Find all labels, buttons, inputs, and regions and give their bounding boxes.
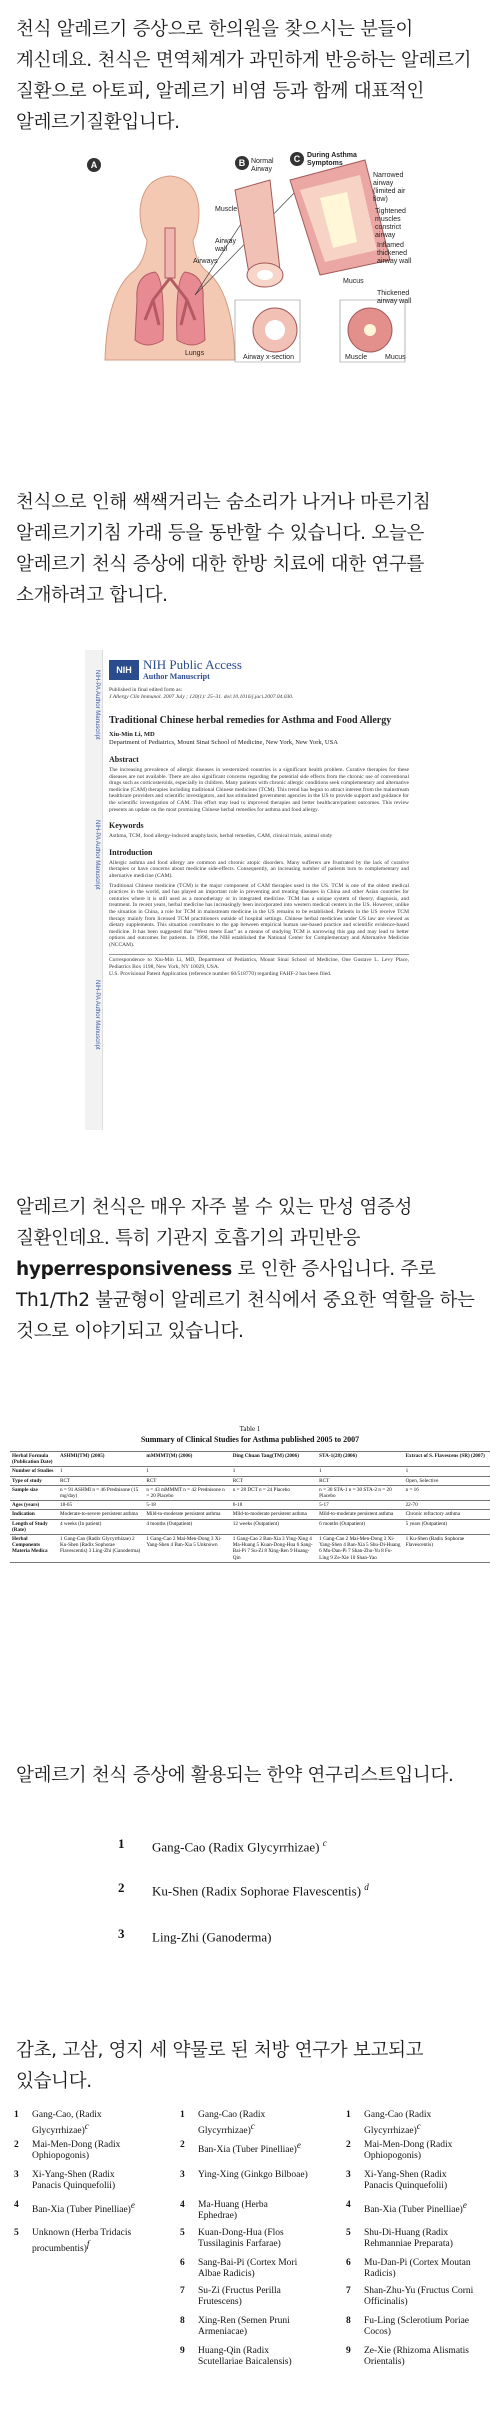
herb-footnote: c <box>250 2121 255 2131</box>
herb-number: 2 <box>346 2140 351 2150</box>
panel-label-a: A <box>87 158 101 172</box>
paper-author: Xiu-Min Li, MD <box>109 731 155 738</box>
table-header-cell: STA-1(28) (2006) <box>317 1452 403 1467</box>
table-cell: 1 <box>404 1467 490 1476</box>
label-mucus-2: Mucus <box>385 354 406 361</box>
table-cell: 1 <box>58 1467 144 1476</box>
herb-name-wrap <box>364 2346 474 2368</box>
label-thickened: Thickened airway wall <box>377 290 412 305</box>
label-narrowed: Narrowed airway (limited air flow) <box>373 172 406 203</box>
herb-footnote: e <box>130 2200 135 2210</box>
table-cell: 22-70 <box>404 1501 490 1510</box>
paper-side-label: NIH-PA Author Manuscript <box>94 980 100 1050</box>
herb-name-wrap <box>198 2110 308 2137</box>
table-header-cell: Ding Chuan Tang(TM) (2006) <box>231 1452 317 1467</box>
herb-number: 3 <box>346 2170 351 2180</box>
herb-name: Mu-Dan-Pi (Cortex Moutan Radicis) <box>364 2258 471 2279</box>
herb-footnote: e <box>462 2200 467 2210</box>
table-cell: 1 <box>231 1467 317 1476</box>
herb-name-wrap <box>364 2286 474 2308</box>
herb-number: 6 <box>180 2258 185 2268</box>
herb-footnote: c <box>84 2121 89 2131</box>
herb-number: 1 <box>118 1836 125 1851</box>
herb-number: 3 <box>14 2170 19 2180</box>
herb-number: 7 <box>346 2286 351 2296</box>
label-airway-wall: Airway wall <box>215 238 237 253</box>
herb-number: 9 <box>346 2346 351 2356</box>
table-cell: Indication <box>10 1510 58 1519</box>
table-cell: RCT <box>317 1476 403 1485</box>
table-cell: 1 Gang-Cao 2 Ban-Xia 3 Ying-Xing 4 Ma-Huang 5 Kuan-Dong-Hua 6 Sang-Bai-Pi 7 Su-Zi 8 Xing-Ren 9 Huang-Qin <box>231 1535 317 1563</box>
herb-number: 8 <box>346 2316 351 2326</box>
paper-footer-2: U.S. Provisional Patent Application (reference number 60/518770) regarding FAHF-2 has been filed. <box>109 970 332 977</box>
herb-number: 4 <box>180 2200 185 2210</box>
herb-name-wrap <box>152 1835 382 1855</box>
herb-number: 5 <box>14 2228 19 2238</box>
paper-abstract: The increasing prevalence of allergic diseases in westernized countries is a significant health problem. Curative therapies for these diseases are not available. There are also significant concerns regarding the potential side effects from the chronic use of conventional drugs such as corticosteroids, especially in children. Many patients with chronic allergic conditions seek complementary and alternative medicine (CAM) therapies including traditional Chinese medicines (TCM). This trend has begun to attract interest from the mainstream healthcare providers and scientific investigators, and has stimulated government agencies in the US to provide support and guidance for the scientific investigation of CAM. This effort may lead to improved therapies and better healthcare/patient outcomes. This review presents an update on the most promising Chinese herbal remedies for asthma and food allergy. <box>109 767 409 813</box>
herb-number: 3 <box>180 2170 185 2180</box>
table-cell: n = 91 ASHMI n = 46 Prednisone (15 mg/day) <box>58 1485 144 1500</box>
herb-name: Ban-Xia (Tuber Pinelliae) <box>364 2205 463 2216</box>
paper-side-label: NIH-PA Author Manuscript <box>94 670 100 740</box>
herb-name-wrap <box>198 2170 308 2181</box>
table-cell: Chronic refractory asthma <box>404 1510 490 1519</box>
table-cell: 4 months (Outpatient) <box>144 1519 230 1534</box>
table-cell: 12 weeks (Outpatient) <box>231 1519 317 1534</box>
herb-name-wrap <box>364 2258 474 2280</box>
herb-name-wrap <box>364 2170 474 2192</box>
prescription-paragraph: 감초, 고삼, 영지 세 약물로 된 처방 연구가 보고되고 있습니다. <box>16 2040 424 2092</box>
herb-number: 9 <box>180 2346 185 2356</box>
herb-name: Gang-Cao (Radix Glycyrrhizae) <box>364 2110 432 2137</box>
herb-name: Mai-Men-Dong (Radix Ophiopogonis) <box>32 2140 121 2161</box>
herb-name-wrap <box>198 2258 308 2280</box>
herb-footnote: c <box>322 1838 327 1848</box>
herb-name: Ban-Xia (Tuber Pinelliae) <box>198 2145 297 2156</box>
herb-number: 8 <box>180 2316 185 2326</box>
table-cell: 5 years (Outpatient) <box>404 1519 490 1534</box>
herb-name: Ma-Huang (Herba Ephedrae) <box>198 2200 268 2221</box>
herb-number: 4 <box>346 2200 351 2210</box>
herb-number: 2 <box>118 1880 125 1895</box>
herb-name: Shan-Zhu-Yu (Fructus Corni Officinalis) <box>364 2286 474 2307</box>
table-cell: 1 Gang-Cao 2 Mai-Men-Dong 3 Xi-Yang-Shen 4 Ban-Xia 5 Unknown <box>144 1535 230 1563</box>
table-cell: 6 months (Outpatient) <box>317 1519 403 1534</box>
herb-footnote: e <box>296 2140 301 2150</box>
table-cell: Ages (years) <box>10 1501 58 1510</box>
herb-name: Xi-Yang-Shen (Radix Panacis Quinquefolii) <box>32 2170 116 2191</box>
table-cell: RCT <box>231 1476 317 1485</box>
research-paper-image <box>85 650 415 1130</box>
label-cross-section: Airway x-section <box>243 354 294 361</box>
table-cell: 1 Gang-Cao (Radix Glycyrrhizae) 2 Ku-Shen (Radix Sophorae Flavescentis) 3 Ling-Zhi (Ganoderma) <box>58 1535 144 1563</box>
herb-name-wrap <box>32 2228 142 2255</box>
herb-name-wrap <box>364 2200 474 2216</box>
herb-footnote: f <box>86 2239 90 2249</box>
label-normal-airway: Normal Airway <box>251 158 274 173</box>
label-tightened: Tightened muscles constrict airway <box>375 208 406 239</box>
table-cell: n = 16 <box>404 1485 490 1500</box>
hyperresponsiveness-term: hyperresponsiveness <box>16 1259 232 1280</box>
paper-keywords: Asthma, TCM, food allergy-induced anaphylaxis, herbal remedies, CAM, clinical trials, animal study <box>109 833 333 840</box>
herb-name-wrap <box>198 2316 308 2338</box>
herb-name: Ze-Xie (Rhizoma Alismatis Orientalis) <box>364 2346 470 2367</box>
herb-name-wrap <box>364 2228 474 2250</box>
table-cell: Mild-to-moderate persistent asthma <box>231 1510 317 1519</box>
herb-name-wrap <box>364 2110 474 2137</box>
table-header-row <box>10 1452 490 1467</box>
table-header-cell: Extract of S. Flavescens (SR) (2007) <box>404 1452 490 1467</box>
herb-name-wrap <box>32 2110 142 2137</box>
paragraph-text: 알레르기 천식은 매우 자주 볼 수 있는 만성 염증성 질환인데요. 특히 기관지 호흡기의 과민반응 <box>16 1197 413 1249</box>
herb-footnote: d <box>364 1882 369 1892</box>
table-cell: 18-65 <box>58 1501 144 1510</box>
table-cell: Herbal Components Materia Medica <box>10 1535 58 1563</box>
table-header-cell: Herbal Formula (Publication Date) <box>10 1452 58 1467</box>
herb-name: Xi-Yang-Shen (Radix Panacis Quinquefolii) <box>364 2170 448 2191</box>
herb-number: 5 <box>346 2228 351 2238</box>
herb-name: Gang-Cao (Radix Glycyrrhizae) <box>152 1839 320 1855</box>
label-lungs: Lungs <box>185 350 205 357</box>
herb-name-wrap <box>364 2140 474 2162</box>
herb-number: 1 <box>346 2110 351 2120</box>
paragraph-text: 로 인한 증사입니다. 주로 Th1/Th2 불균형이 알레르기 천식에서 중요한 역할을 하는 것으로 이야기되고 있습니다. <box>16 1259 475 1342</box>
herb-name: Ling-Zhi (Ganoderma) <box>152 1929 272 1945</box>
herb-name: Gang-Cao (Radix Glycyrrhizae) <box>198 2110 266 2137</box>
herb-name-wrap <box>32 2200 142 2216</box>
table-cell: 1 Ku-Shen (Radix Sophorae Flavescentis) <box>404 1535 490 1563</box>
table-row <box>10 1467 490 1476</box>
herb-name: Huang-Qin (Radix Scutellariae Baicalensis) <box>198 2346 292 2367</box>
table-cell: Mild-to-moderate persistent asthma <box>317 1510 403 1519</box>
table-cell: Length of Study (Rate) <box>10 1519 58 1534</box>
paper-affiliation: Department of Pediatrics, Mount Sinai School of Medicine, New York, New York, USA <box>109 739 338 746</box>
table-cell: n = 30 STA-1 n = 30 STA-2 n = 20 Placebo <box>317 1485 403 1500</box>
herb-number: 2 <box>14 2140 19 2150</box>
herb-number: 1 <box>14 2110 19 2120</box>
paper-body <box>109 658 409 977</box>
herb-name: Shu-Di-Huang (Radix Rehmanniae Preparata) <box>364 2228 453 2249</box>
herb-number: 4 <box>14 2200 19 2210</box>
label-during-attack: During Asthma Symptoms <box>307 152 357 167</box>
table-row <box>10 1535 490 1563</box>
herb-number: 5 <box>180 2228 185 2238</box>
table-cell: Moderate-to-severe persistent asthma <box>58 1510 144 1519</box>
herb-name-wrap <box>152 1925 382 1945</box>
table-row <box>10 1519 490 1534</box>
herb-name-wrap <box>198 2228 308 2250</box>
table-cell: 4 weeks (In patient) <box>58 1519 144 1534</box>
herb-footnote: c <box>416 2121 421 2131</box>
label-muscle-2: Muscle <box>345 354 368 361</box>
herb-name: Ku-Shen (Radix Sophorae Flavescentis) <box>152 1883 362 1899</box>
panel-label-c: C <box>290 152 304 166</box>
herb-number: 2 <box>180 2140 185 2150</box>
table-row <box>10 1501 490 1510</box>
paper-meta: Published in final edited form as: <box>109 687 183 693</box>
nih-logo: NIH <box>109 660 139 680</box>
table-row <box>10 1476 490 1485</box>
herb-name-wrap <box>198 2200 308 2222</box>
intro-paragraph: 천식 알레르기 증상으로 한의원을 찾으시는 분들이 계신데요. 천식은 면역체계가 과민하게 반응하는 알레르기 질환으로 아토피, 알레르기 비염 등과 함께 대표적인 알레르기질환입니다. <box>16 19 472 133</box>
herb-number: 1 <box>180 2110 185 2120</box>
clinical-studies-table-image <box>10 1425 490 1710</box>
paper-title: Traditional Chinese herbal remedies for Asthma and Food Allergy <box>109 715 392 726</box>
nih-header-subtitle: Author Manuscript <box>143 672 210 681</box>
table-cell: 1 <box>317 1467 403 1476</box>
herb-name-wrap <box>198 2140 308 2156</box>
paper-intro-heading: Introduction <box>109 847 153 857</box>
paper-intro-1: Allergic asthma and food allergy are common and chronic atopic disorders. Many sufferers are frustrated by the lack of curative therapies or have concerns about medicine side-effects. Consequently, an increasing number of patients turn to complementary and alternative medicine (CAM). <box>109 859 409 879</box>
herb-name: Gang-Cao, (Radix Glycyrrhizae) <box>32 2110 102 2137</box>
herb-name: Mai-Men-Dong (Radix Ophiopogonis) <box>364 2140 453 2161</box>
herb-name-wrap <box>198 2346 308 2368</box>
paper-intro-2: Traditional Chinese medicine (TCM) is the major component of CAM therapies used in the US. TCM is one of the oldest medical practices in the world, and has played an important role in preventing and treating diseases in China and other Asian countries for centuries where it is still used as a monotherapy or in integrated medicine. TCM has a unique system of theory, diagnosis, and treatment. In recent years, herbal medicine has increasingly been incorporated into western medical centers in the US. However, unlike the situation in China, a role for TCM in mainstream medicine in the US remains to be established. Patients in the US receive TCM therapy mainly from licensed TCM practitioners outside of hospital settings. Chinese herbal medicines under US law are viewed as dietary supplements. This situation contributes to the gap between empirical human use-based practice and scientific evidence-based medicine. It has been suggested that "West meets East" as a means of studying TCM is narrowing this gap and may lead to better options and outcomes for patients. In 1998, the NIH established the National Center for Complementary and Alternative Medicine (NCCAM). <box>109 882 409 948</box>
table-header-cell: ASHMI(TM) (2005) <box>58 1452 144 1467</box>
label-muscle: Muscle <box>215 206 238 213</box>
paper-side-label: NIH-PA Author Manuscript <box>94 820 100 890</box>
treatment-intro-paragraph: 천식으로 인해 쌕쌕거리는 숨소리가 나거나 마른기침 알레르기기침 가래 등을 동반할 수 있습니다. 오늘은 알레르기 천식 증상에 대한 한방 치료에 대한 연구를 소개하려고 합니다. <box>16 492 431 606</box>
herb-name: Xing-Ren (Semen Pruni Armeniacae) <box>198 2316 290 2337</box>
table-cell: RCT <box>58 1476 144 1485</box>
table-cell: Number of Studies <box>10 1467 58 1476</box>
herb-name-wrap <box>198 2286 308 2308</box>
table-cell: RCT <box>144 1476 230 1485</box>
herb-name-wrap <box>32 2170 142 2192</box>
herb-name-wrap <box>364 2316 474 2338</box>
asthma-illustration-svg <box>85 150 415 370</box>
paper-keywords-heading: Keywords <box>109 821 144 831</box>
table-header-cell: mMMMT(M) (2006) <box>144 1452 230 1467</box>
herb-name: Unknown (Herba Tridacis procumbentis) <box>32 2228 132 2255</box>
herb-name: Ban-Xia (Tuber Pinelliae) <box>32 2205 131 2216</box>
paper-footer: Correspondence to Xiu-Min Li, MD, Department of Pediatrics, Mount Sinai School of Medicine, One Gustave L. Levy Place, Pediatrics Box 1198, New York, NY 10029, USA. <box>109 954 409 970</box>
table-row <box>10 1510 490 1519</box>
table-cell: 1 <box>144 1467 230 1476</box>
table-cell: 5-18 <box>144 1501 230 1510</box>
herb-name: Kuan-Dong-Hua (Flos Tussilaginis Farfarae) <box>198 2228 284 2249</box>
nih-header <box>109 658 409 681</box>
herb-list-intro-paragraph: 알레르기 천식 증상에 활용되는 한약 연구리스트입니다. <box>16 1765 454 1786</box>
label-inflamed: Inflamed thickened airway wall <box>377 242 412 265</box>
table-cell: Type of study <box>10 1476 58 1485</box>
herb-number: 7 <box>180 2286 185 2296</box>
table-cell: Open, Selective <box>404 1476 490 1485</box>
table-cell: 1 Gang-Cao 2 Mai-Men-Dong 3 Xi-Yang-Shen 4 Ban-Xia 5 Shu-Di-Huang 6 Mu-Dan-Pi 7 Shan-Zhu-Yu 8 Fu-Ling 9 Ze-Xie 10 Shan-Yao <box>317 1535 403 1563</box>
paper-abstract-heading: Abstract <box>109 755 139 764</box>
herb-name: Fu-Ling (Sclerotium Poriae Cocos) <box>364 2316 470 2337</box>
herb-name: Su-Zi (Fructus Perilla Frutescens) <box>198 2286 281 2307</box>
table-row <box>10 1485 490 1500</box>
panel-label-b: B <box>235 156 249 170</box>
table-cell: Mild-to-moderate persistent asthma <box>144 1510 230 1519</box>
label-airways: Airways <box>193 258 218 265</box>
table-title: Summary of Clinical Studies for Asthma published 2005 to 2007 <box>140 1435 360 1444</box>
nih-header-title: NIH Public Access <box>143 657 242 672</box>
paper-citation: J Allergy Clin Immunol. 2007 July ; 120(1): 25–31. doi:10.1016/j.jaci.2007.04.030. <box>109 694 294 700</box>
herb-name: Sang-Bai-Pi (Cortex Mori Albae Radicis) <box>198 2258 298 2279</box>
herb-number: 6 <box>346 2258 351 2268</box>
clinical-studies-table <box>10 1451 490 1563</box>
table-cell: 6-18 <box>231 1501 317 1510</box>
table-cell: n = 28 DCT n = 24 Placebo <box>231 1485 317 1500</box>
herb-name-wrap <box>152 1879 382 1899</box>
table-cell: Sample size <box>10 1485 58 1500</box>
herb-name-wrap <box>32 2140 142 2162</box>
table-cell: 5-17 <box>317 1501 403 1510</box>
label-mucus: Mucus <box>343 278 364 285</box>
table-cell: n = 43 mMMMT n = 42 Prednisone n = 20 Placebo <box>144 1485 230 1500</box>
table-caption: Table 1 <box>239 1425 261 1433</box>
allergic-asthma-paragraph <box>16 1192 484 1347</box>
herb-number: 3 <box>118 1926 125 1941</box>
asthma-airway-illustration <box>85 150 415 370</box>
herb-name: Ying-Xing (Ginkgo Bilboae) <box>198 2170 308 2180</box>
paper-sidebar <box>85 650 103 1130</box>
